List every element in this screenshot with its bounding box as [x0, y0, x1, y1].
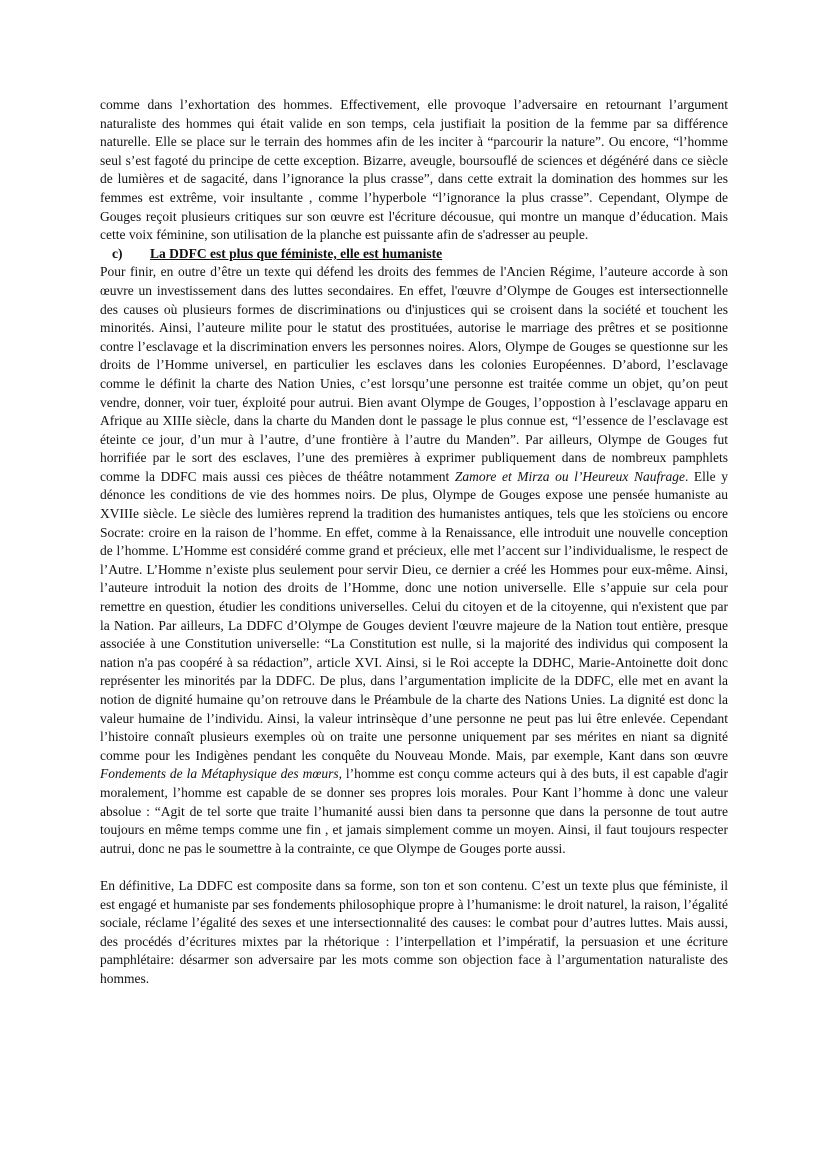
section-letter: c): [112, 245, 123, 261]
section-heading-c: [100, 245, 728, 264]
document-page: [100, 96, 728, 989]
paragraph-exhortation: comme dans l’exhortation des hommes. Effectivement, elle provoque l’adversaire en retournant l’argument naturaliste des hommes qui était valide en son temps, cela justifiait la position de la femme par sa différence naturelle. Elle se place sur le terrain des hommes afin de les inciter à “parcourir la nature”. Ou encore, “l’homme seul s’est fagoté du principe de cette exception. Bizarre, aveugle, boursouflé de sciences et dégénéré dans ce siècle de lumières et de sagacité, dans l’ignorance la plus crasse”, dans cette extrait la domination des hommes sur les femmes est extrême, voir insultante , comme l’hyperbole “l’ignorance la plus crasse”. Cependant, Olympe de Gouges reçoit plusieurs critiques sur son œuvre est l'écriture décousue, qui montre un manque d’éducation. Mais cette voix féminine, son utilisation de la planche est puissante afin de s'adresser au peuple.: [100, 97, 728, 243]
work-title-zamore: Zamore et Mirza ou l’Heureux Naufrage: [454, 468, 685, 484]
paragraph-text: . Elle y dénonce les conditions de vie des hommes noirs. De plus, Olympe de Gouges expose une pensée humaniste au XVIIIe siècle. Le siècle des lumières reprend la tradition des humanistes antiques, tels que les stoïciens ou encore Socrate: croire en la raison de l’homme. En effet, comme à la Renaissance, elle introduit une nouvelle conception de l’homme. L’Homme est considéré comme grand et précieux, elle met l’accent sur l’individualisme, le respect de l’Autre. L’Homme n’existe plus seulement pour servir Dieu, ce dernier a créé les Hommes pour eux-même. Ainsi, l’auteure introduit la notion des droits de l’Homme, donc une notion universelle. Elle s’appuie sur cela pour remettre en question, étudier les conditions universelles. Celui du citoyen et de la citoyenne, qui n'existent que par la Nation. Par ailleurs, La DDFC d’Olympe de Gouges devient l'œuvre majeure de la Nation tout entière, presque associée à une Constitution universelle: “La Constitution est nulle, si la majorité des individus qui composent la nation n'a pas coopéré à sa rédaction”, article XVI. Ainsi, si le Roi accepte la DDHC, Marie-Antoinette doit donc représenter les minorités par la DDFC. De plus, dans l’argumentation implicite de la DDFC, elle met en avant la notion de dignité humaine qu’on retrouve dans le Préambule de la charte des Nations Unies. La dignité est donc la valeur humaine de l’individu. Ainsi, la valeur intrinsèque d’une personne ne peut pas lui être enlevée. Cependant l’histoire connaît plusieurs exemples où on traite une personne uniquement par ses mérites en niant sa dignité comme pour les Indigènes pendant les conquête du Nouveau Monde. Mais, par exemple, Kant dans son œuvre: [100, 468, 728, 763]
work-title-kant: Fondements de la Métaphysique des mœurs,: [100, 766, 342, 782]
paragraph-text: Pour finir, en outre d’être un texte qui défend les droits des femmes de l'Ancien Régime, l’auteure accorde à son œuvre un investissement dans des luttes secondaires. En effet, l'œuvre d’Olympe de Gouges est intersectionnelle des causes où plusieurs formes de discriminations ou d'injustices qui se croisent dans la société et touchent les minorités. Ainsi, l’auteure milite pour le statut des prostituées, autorise le marriage des prêtres et se positionne contre l’esclavage et la discrimination envers les personnes noires. Alors, Olympe de Gouges se questionne sur les droits de l’Homme universel, en particulier les esclaves dans les colonies Européennes. D’abord, l’esclavage comme le définit la charte des Nation Unies, c’est lorsqu’une personne est traitée comme un objet, qu’on peut vendre, donner, voir tuer, éxploité pour autrui. Bien avant Olympe de Gouges, l’oppostion à l’esclavage apparu en Afrique au XIIIe siècle, dans la charte du Manden dont le passage le plus connue est, “l’essence de l’esclavage est éteinte ce jour, d’un mur à l’autre, d’une frontière à l’autre du Manden”. Par ailleurs, Olympe de Gouges fut horrifiée par le sort des esclaves, l’une des premières à exprimer publiquement dans de nombreux pamphlets comme la DDFC mais aussi ces pièces de théâtre notamment: [100, 264, 728, 484]
section-title: La DDFC est plus que féministe, elle est humaniste: [150, 245, 443, 261]
paragraph-conclusion: En définitive, La DDFC est composite dans sa forme, son ton et son contenu. C’est un texte plus que féministe, il est engagé et humaniste par ses fondements philosophique propre à l’humanisme: le droit naturel, la raison, l’égalité sociale, réclame l’égalité des sexes et une intersectionnalité des causes: le combat pour d’autres luttes. Mais aussi, des procédés d’écritures mixtes par la rhétorique : l’interpellation et l’impératif, la persuasion et une écriture pamphlétaire: désarmer son adversaire par les mots comme son objection face à l’argumentation naturaliste des hommes.: [100, 877, 728, 986]
paragraph-spacer: [100, 858, 728, 877]
paragraph-text: l’homme est conçu comme acteurs qui à des buts, il est capable d'agir moralement, l’homme est capable de se donner ses propres lois morales. Pour Kant l’homme à donc une valeur absolue : “Agit de tel sorte que traite l’humanité aussi bien dans ta personne que dans la personne de tout autre toujours en même temps comme une fin , et jamais simplement comme un moyen. Ainsi, il faut toujours respecter autrui, donc ne pas le soumettre à la contrainte, ce que Olympe de Gouges porte aussi.: [100, 766, 728, 856]
paragraph-humaniste: [100, 263, 728, 858]
